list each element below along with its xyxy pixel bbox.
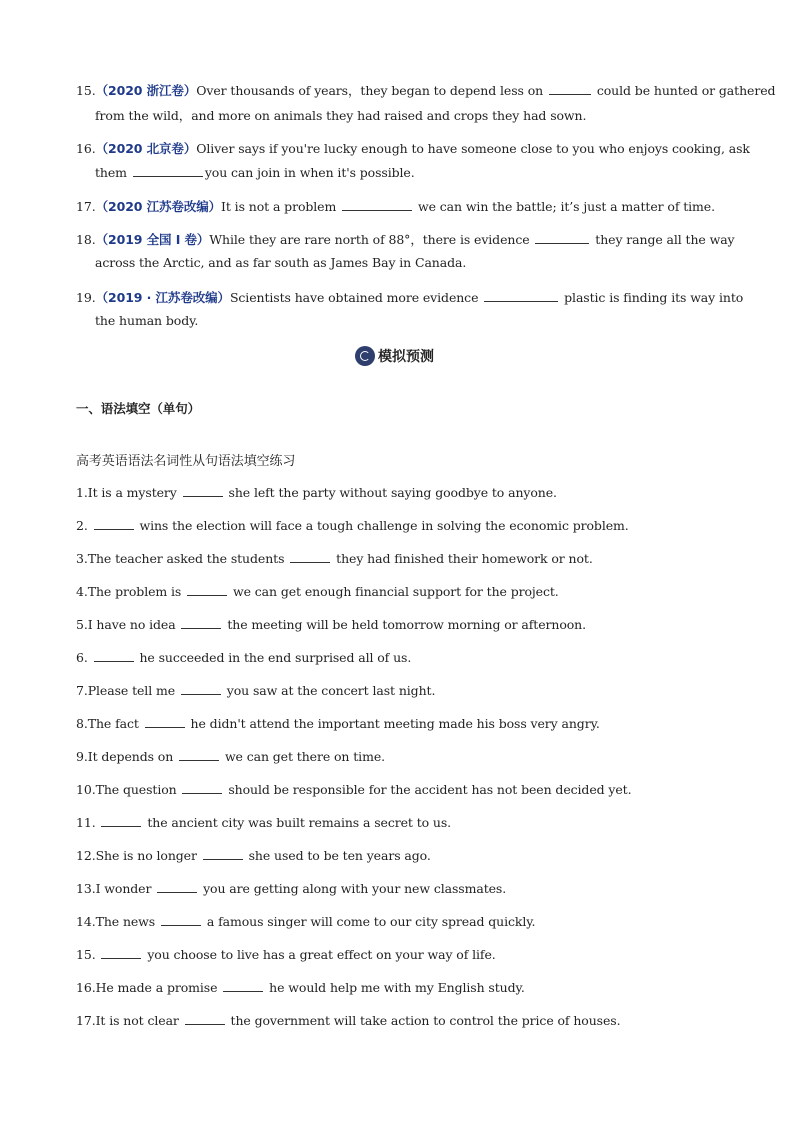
exercise-item [76, 517, 629, 533]
exercise-item [76, 484, 557, 500]
answer-blank[interactable] [549, 82, 591, 95]
answer-blank[interactable] [179, 748, 219, 761]
question-number: 19. [76, 290, 96, 305]
section-heading [355, 346, 434, 366]
answer-blank[interactable] [342, 198, 412, 211]
question-number: 17. [76, 199, 96, 214]
heading-title: 模拟预测 [378, 349, 434, 365]
exercise-item [76, 550, 593, 566]
question-continuation: from the wild，and more on animals they had raised and crops they had sown. [95, 108, 587, 123]
exercise-text: she used to be ten years ago. [248, 848, 431, 863]
pen-circle-icon [355, 346, 375, 366]
exercise-item [76, 781, 631, 797]
question-text: they range all the way [595, 232, 735, 247]
exercise-text: you are getting along with your new classmates. [203, 881, 507, 896]
exercise-text: 2. [76, 518, 88, 533]
question-number: 15. [76, 83, 96, 98]
question-source: （2020 江苏卷改编） [95, 199, 222, 214]
question-source: （2020 浙江卷） [95, 83, 197, 98]
exercise-text: 9.It depends on [76, 749, 174, 764]
exercise-text: 16.He made a promise [76, 980, 218, 995]
exercise-text: 8.The fact [76, 716, 139, 731]
question-number: 16. [76, 141, 96, 156]
answer-blank[interactable] [183, 484, 223, 497]
exercise-subtitle: 高考英语语法名词性从句语法填空练习 [76, 454, 296, 469]
exercise-text: 10.The question [76, 782, 177, 797]
exercise-text: you saw at the concert last night. [226, 683, 436, 698]
exercise-text: 17.It is not clear [76, 1013, 179, 1028]
exercise-text: 7.Please tell me [76, 683, 176, 698]
exercise-text: 6. [76, 650, 88, 665]
exercise-item [76, 946, 496, 962]
answer-blank[interactable] [203, 847, 243, 860]
exercise-text: a famous singer will come to our city spread quickly. [206, 914, 536, 929]
exercise-text: he would help me with my English study. [269, 980, 525, 995]
answer-blank[interactable] [161, 913, 201, 926]
exercise-text: he succeeded in the end surprised all of us. [139, 650, 412, 665]
question-text: plastic is finding its way into [564, 290, 744, 305]
exercise-text: 15. [76, 947, 96, 962]
question-text: Scientists have obtained more evidence [229, 290, 479, 305]
exercise-item [76, 979, 525, 995]
exercise-text: wins the election will face a tough challenge in solving the economic problem. [139, 518, 629, 533]
answer-blank[interactable] [185, 1012, 225, 1025]
exercise-text: 5.I have no idea [76, 617, 176, 632]
exercise-text: we can get there on time. [224, 749, 385, 764]
question-source: （2020 北京卷） [95, 141, 197, 156]
answer-blank[interactable] [94, 649, 134, 662]
question-text: Oliver says if you're lucky enough to have someone close to you who enjoys cooking, ask [196, 141, 750, 156]
question-source: （2019 全国 I 卷） [95, 232, 210, 247]
exercise-text: 12.She is no longer [76, 848, 197, 863]
answer-blank[interactable] [133, 164, 203, 177]
exercise-text: 13.I wonder [76, 881, 152, 896]
past-question-17 [76, 197, 715, 215]
exercise-text: 1.It is a mystery [76, 485, 177, 500]
answer-blank[interactable] [145, 715, 185, 728]
exercise-item [76, 649, 411, 665]
question-text: Over thousands of years，they began to depend less on [196, 83, 544, 98]
question-text: we can win the battle; it’s just a matter of time. [417, 199, 715, 214]
exercise-text: 4.The problem is [76, 584, 182, 599]
past-question-15 [76, 81, 775, 99]
question-continuation: across the Arctic, and as far south as James Bay in Canada. [95, 255, 467, 270]
exercise-text: 11. [76, 815, 96, 830]
answer-blank[interactable] [290, 550, 330, 563]
answer-blank[interactable] [187, 583, 227, 596]
past-question-16 [76, 139, 750, 157]
answer-blank[interactable] [181, 682, 221, 695]
question-continuation: the human body. [95, 313, 199, 328]
exercise-item [76, 682, 435, 698]
question-number: 18. [76, 232, 96, 247]
exercise-item [76, 715, 600, 731]
question-text: While they are rare north of 88°，there is evidence [209, 232, 530, 247]
question-text: It is not a problem [221, 199, 337, 214]
exercise-item [76, 880, 506, 896]
answer-blank[interactable] [94, 517, 134, 530]
section-title: 一、语法填空（单句） [76, 401, 201, 416]
exercise-text: you choose to live has a great effect on your way of life. [147, 947, 496, 962]
exercise-item [76, 1012, 620, 1028]
exercise-item [76, 748, 385, 764]
question-source: （2019 · 江苏卷改编） [95, 290, 230, 305]
exercise-text: we can get enough financial support for the project. [232, 584, 559, 599]
question-continuation: them you can join in when it's possible. [95, 165, 415, 180]
exercise-text: 14.The news [76, 914, 156, 929]
exercise-text: he didn't attend the important meeting made his boss very angry. [190, 716, 600, 731]
exercise-item [76, 847, 431, 863]
past-question-19 [76, 288, 743, 306]
question-text: could be hunted or gathered [596, 83, 776, 98]
past-question-18 [76, 230, 735, 248]
answer-blank[interactable] [157, 880, 197, 893]
exercise-item [76, 616, 586, 632]
exercise-text: the ancient city was built remains a secret to us. [147, 815, 452, 830]
exercise-text: she left the party without saying goodbye to anyone. [228, 485, 557, 500]
exercise-text: 3.The teacher asked the students [76, 551, 285, 566]
exercise-item [76, 814, 451, 830]
exercise-text: should be responsible for the accident has not been decided yet. [228, 782, 632, 797]
answer-blank[interactable] [535, 231, 589, 244]
exercise-item [76, 583, 559, 599]
exercise-text: they had finished their homework or not. [336, 551, 593, 566]
answer-blank[interactable] [484, 289, 558, 302]
answer-blank[interactable] [101, 946, 141, 959]
answer-blank[interactable] [181, 616, 221, 629]
exercise-item [76, 913, 535, 929]
answer-blank[interactable] [223, 979, 263, 992]
answer-blank[interactable] [101, 814, 141, 827]
exercise-text: the government will take action to control the price of houses. [230, 1013, 621, 1028]
exercise-text: the meeting will be held tomorrow morning or afternoon. [227, 617, 587, 632]
answer-blank[interactable] [182, 781, 222, 794]
